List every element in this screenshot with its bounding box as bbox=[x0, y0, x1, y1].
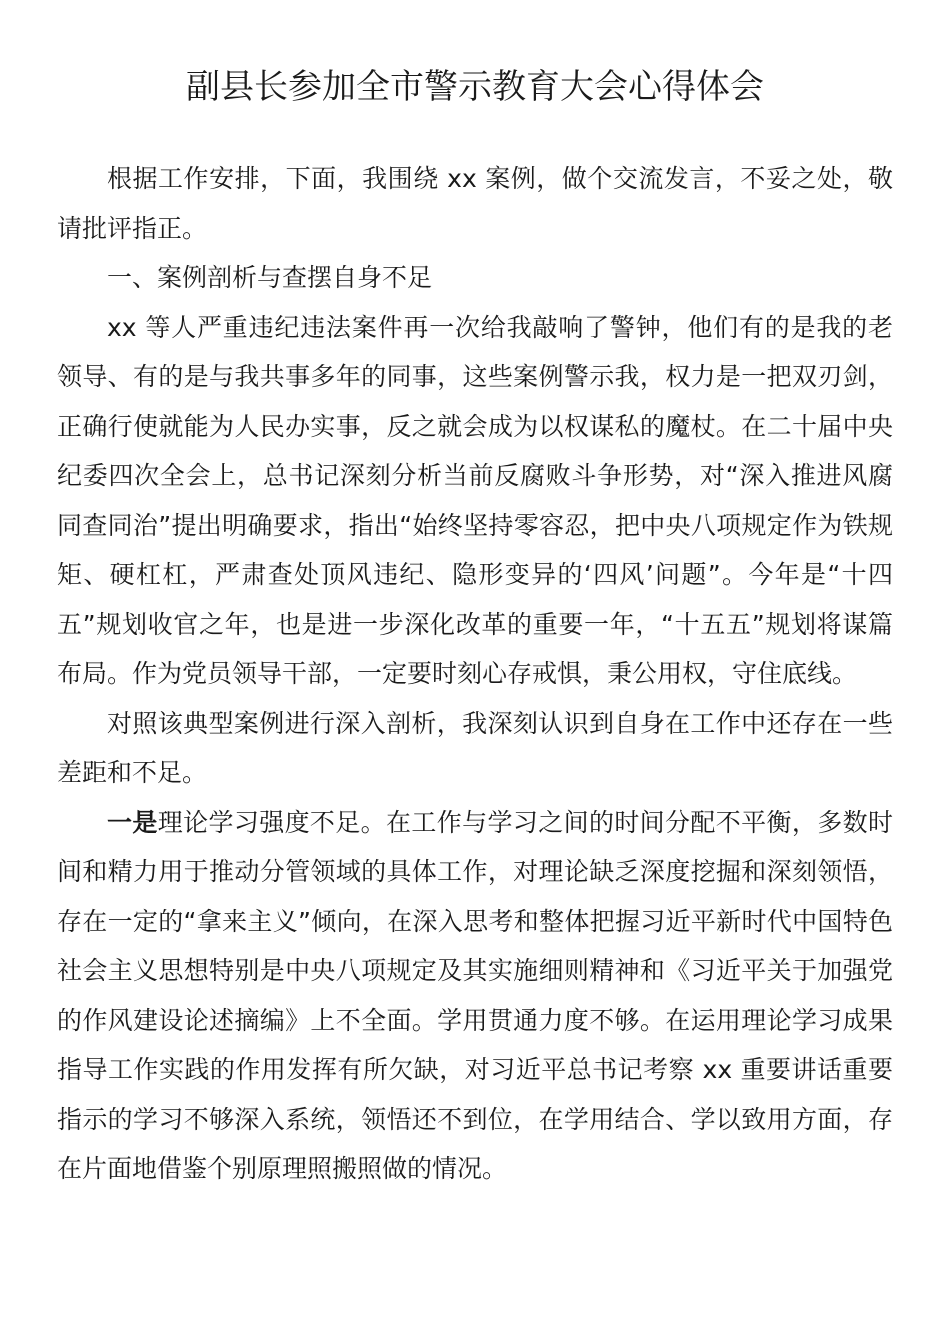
section-heading bbox=[57, 253, 893, 303]
paragraph-text: 对照该典型案例进行深入剖析，我深刻认识到自身在工作中还存在一些差距和不足。 bbox=[57, 708, 893, 787]
paragraph-text: 根据工作安排，下面，我围绕 xx 案例，做个交流发言，不妥之处，敬请批评指正。 bbox=[57, 164, 893, 243]
paragraph-lead: 一是 bbox=[107, 807, 158, 837]
section-heading-text: 一、案例剖析与查摆自身不足 bbox=[107, 263, 433, 292]
paragraph-text: 理论学习强度不足。在工作与学习之间的时间分配不平衡，多数时间和精力用于推动分管领域的具体工作，对理论缺乏深度挖掘和深刻领悟，存在一定的“拿来主义”倾向，在深入思考和整体把握习近平新时代中国特色社会主义思想特别是中央八项规定及其实施细则精神和《习近平关于加强党的作风建设论述摘编》上不全面。学用贯通力度不够。在运用理论学习成果指导工作实践的作用发挥有所欠缺，对习近平总书记考察 xx 重要讲话重要指示的学习不够深入系统，领悟还不到位，在学用结合、学以致用方面，存在片面地借鉴个别原理照搬照做的情况。 bbox=[57, 807, 893, 1183]
document-title: 副县长参加全市警示教育大会心得体会 bbox=[186, 67, 764, 107]
paragraph-intro bbox=[57, 154, 893, 253]
document-page bbox=[57, 62, 893, 1194]
paragraph-self-reflection bbox=[57, 699, 893, 798]
paragraph-text: xx 等人严重违纪违法案件再一次给我敲响了警钟，他们有的是我的老领导、有的是与我共事多年的同事，这些案例警示我，权力是一把双刃剑，正确行使就能为人民办实事，反之就会成为以权谋私的魔杖。在二十届中央纪委四次全会上，总书记深刻分析当前反腐败斗争形势，对“深入推进风腐同查同治”提出明确要求，指出“始终坚持零容忍，把中央八项规定作为铁规矩、硬杠杠，严肃查处顶风违纪、隐形变异的‘四风’问题”。今年是“十四五”规划收官之年，也是进一步深化改革的重要一年，“十五五”规划将谋篇布局。作为党员领导干部，一定要时刻心存戒惧，秉公用权，守住底线。 bbox=[57, 312, 893, 688]
paragraph-point-one bbox=[57, 798, 893, 1194]
paragraph-case-analysis bbox=[57, 303, 893, 699]
